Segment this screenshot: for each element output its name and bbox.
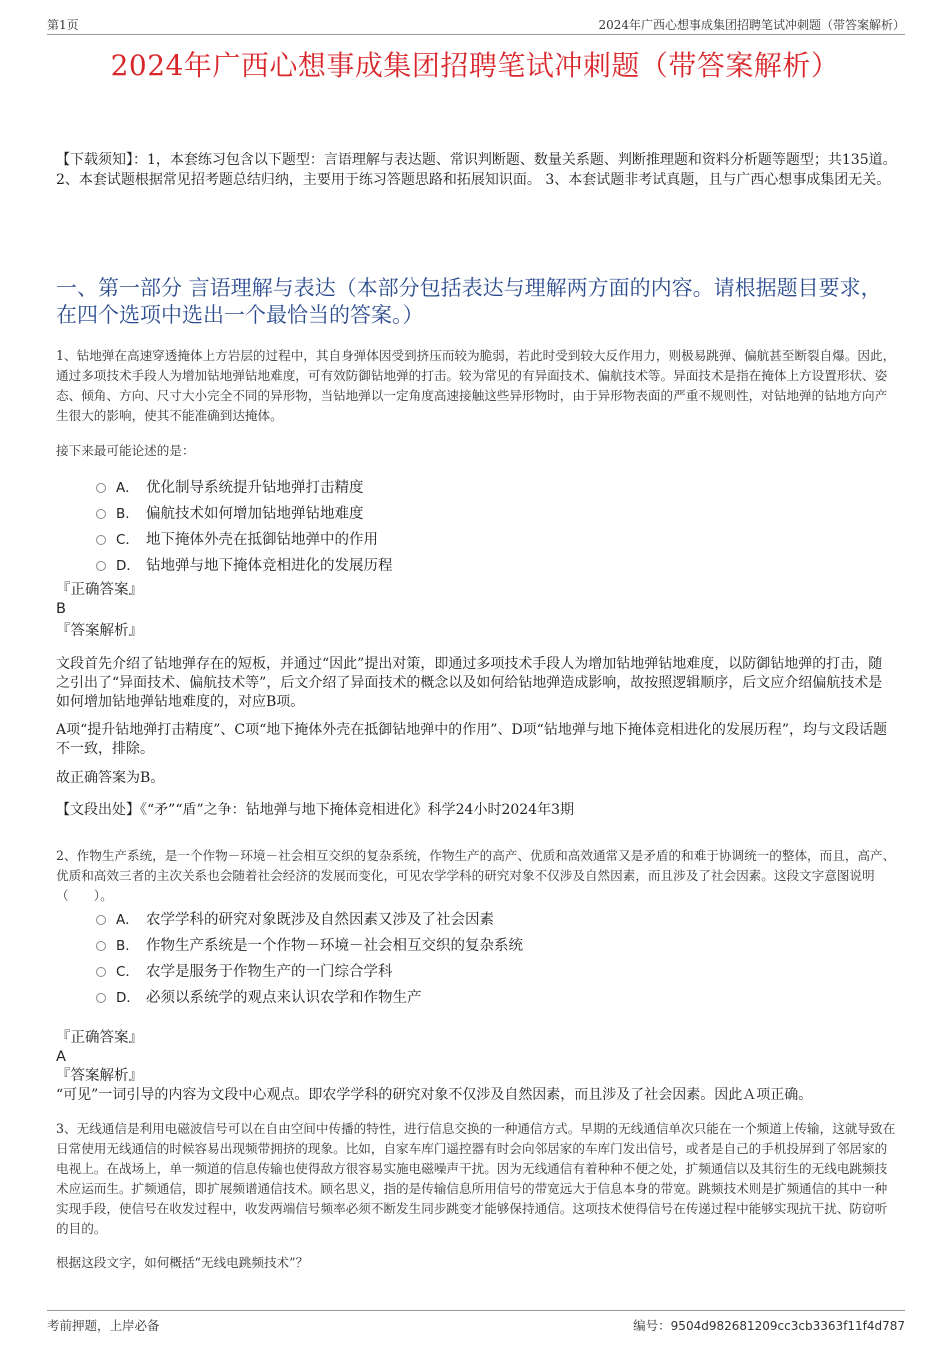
answer-label: 『正确答案』: [56, 582, 143, 598]
question-prompt: 根据这段文字，如何概括“无线电跳频技术”？: [56, 1255, 309, 1270]
option-text: 农学学科的研究对象既涉及自然因素又涉及了社会因素: [146, 911, 494, 928]
analysis-paragraph: “可见”一词引导的内容为文段中心观点。即农学学科的研究对象不仅涉及自然因素，而且涉及了社会因素。因此Ａ项正确。: [56, 1087, 813, 1103]
option-letter: C．: [116, 964, 139, 980]
radio-icon[interactable]: [96, 561, 106, 571]
analysis-conclusion: 故正确答案为B。: [56, 770, 165, 786]
code-value: 9504d982681209cc3cb3363f11f4d787: [670, 1319, 905, 1333]
radio-icon[interactable]: [96, 915, 106, 925]
question-1-prompt-block: [56, 442, 896, 460]
page-number: 第1页: [47, 18, 79, 32]
document-title: 2024年广西心想事成集团招聘笔试冲刺题（带答案解析）: [110, 49, 840, 82]
analysis-paragraph: A项“提升钻地弹打击精度”、C项“地下掩体外壳在抵御钻地弹中的作用”、D项“钻地弹与地下掩体竞相进化的发展历程”，均与文段话题不一致，排除。: [56, 722, 887, 757]
question-stem: 1、钻地弹在高速穿透掩体上方岩层的过程中，其自身弹体因受到挤压而较为脆弱，若此时受到较大反作用力，则极易跳弹、偏航甚至断裂自爆。因此，通过多项技术手段人为增加钻地弹钻地难度，可有效防御钻地弹的打击。较为常见的有异面技术、偏航技术等。异面技术是指在掩体上方设置形状、姿态、倾角、方向、尺寸大小完全不同的异形物，当钻地弹以一定角度高速接触这些异形物时，由于异形物表面的严重不规则性，对钻地弹的钻地方向产生很大的影响，使其不能准确到达掩体。: [56, 348, 896, 423]
option-a[interactable]: [96, 473, 796, 499]
radio-icon[interactable]: [96, 967, 106, 977]
option-letter: C．: [116, 532, 139, 548]
document-code: [633, 1316, 905, 1334]
radio-icon[interactable]: [96, 993, 106, 1003]
option-letter: B．: [116, 938, 139, 954]
option-d[interactable]: [96, 983, 796, 1009]
option-letter: D．: [116, 558, 140, 574]
option-text: 必须以系统学的观点来认识农学和作物生产: [146, 989, 422, 1006]
question-2-answer-block: [56, 1029, 896, 1105]
question-1-answer-block: [56, 581, 896, 641]
radio-icon[interactable]: [96, 535, 106, 545]
question-1-options: [96, 473, 796, 577]
page-footer: [47, 1310, 905, 1333]
option-c[interactable]: [96, 957, 796, 983]
option-text: 地下掩体外壳在抵御钻地弹中的作用: [146, 531, 378, 548]
question-3-prompt-block: [56, 1254, 896, 1272]
question-stem: 3、无线通信是利用电磁波信号可以在自由空间中传播的特性，进行信息交换的一种通信方式。早期的无线通信单次只能在一个频道上传输，这就导致在日常使用无线通信的时候容易出现频带拥挤的现象。比如，自家车库门遥控器有时会向邻居家的车库门发出信号，或者是自己的手机投屏到了邻居家的电视上。在战场上，单一频道的信息传输也使得敌方很容易实施电磁噪声干扰。因为无线通信有着种种不便之处，扩频通信以及其衍生的无线电跳频技术应运而生。扩频通信，即扩展频谱通信技术。顾名思义，指的是传输信息所用信号的带宽远大于信息本身的带宽。跳频技术则是扩频通信的其中一种实现手段，使信号在收发过程中，收发两端信号频率必须不断发生同步跳变才能够保持通信。这项技术使得信号在传递过程中能够实现抗干扰、防窃听的目的。: [56, 1121, 896, 1236]
correct-answer: B: [56, 601, 66, 617]
option-letter: B．: [116, 506, 139, 522]
answer-label: 『正确答案』: [56, 1030, 143, 1046]
radio-icon[interactable]: [96, 941, 106, 951]
analysis-label: 『答案解析』: [56, 623, 143, 639]
question-2-text: [56, 846, 896, 906]
download-notice: 【下载须知】：1，本套练习包含以下题型：言语理解与表达题、常识判断题、数量关系题、判断推理题和资料分析题等题型；共135道。 2、本套试题根据常见招考题总结归纳，主要用于练习答题思路和拓展知识面。 3、本套试题非考试真题，且与广西心想事成集团无关。: [56, 152, 897, 188]
code-label: 编号：: [633, 1318, 671, 1333]
header-doc-title: 2024年广西心想事成集团招聘笔试冲刺题（带答案解析）: [598, 18, 905, 32]
option-b[interactable]: [96, 931, 796, 957]
question-prompt: 接下来最可能论述的是：: [56, 443, 195, 458]
question-3-text: [56, 1119, 896, 1239]
correct-answer: A: [56, 1049, 66, 1065]
option-letter: A．: [116, 480, 139, 496]
option-letter: D．: [116, 990, 140, 1006]
analysis-label: 『答案解析』: [56, 1068, 143, 1084]
question-stem: 2、作物生产系统，是一个作物－环境－社会相互交织的复杂系统，作物生产的高产、优质和高效通常又是矛盾的和难于协调统一的整体，而且，高产、优质和高效三者的主次关系也会随着社会经济的发展而变化，可见农学学科的研究对象不仅涉及自然因素，而且涉及了社会因素。这段文字意图说明（ ）。: [56, 848, 896, 903]
question-1-text: [56, 346, 896, 426]
footer-slogan: 考前押题，上岸必备: [47, 1318, 160, 1333]
option-a[interactable]: [96, 905, 796, 931]
section-title: 一、第一部分 言语理解与表达（本部分包括表达与理解两方面的内容。请根据题目要求，在四个选项中选出一个最恰当的答案。）: [56, 276, 882, 327]
option-text: 农学是服务于作物生产的一门综合学科: [146, 963, 393, 980]
option-text: 偏航技术如何增加钻地弹钻地难度: [146, 505, 364, 522]
option-d[interactable]: [96, 551, 796, 577]
option-letter: A．: [116, 912, 139, 928]
radio-icon[interactable]: [96, 483, 106, 493]
radio-icon[interactable]: [96, 509, 106, 519]
question-2-options: [96, 905, 796, 1009]
option-text: 作物生产系统是一个作物－环境－社会相互交织的复杂系统: [146, 937, 523, 954]
option-text: 钻地弹与地下掩体竞相进化的发展历程: [146, 557, 393, 574]
page-header: [47, 14, 905, 35]
option-c[interactable]: [96, 525, 796, 551]
source-citation: 【文段出处】《“矛”“盾”之争：钻地弹与地下掩体竞相进化》科学24小时2024年3期: [56, 802, 574, 818]
option-b[interactable]: [96, 499, 796, 525]
analysis-paragraph: 文段首先介绍了钻地弹存在的短板，并通过“因此”提出对策，即通过多项技术手段人为增加钻地弹钻地难度，以防御钻地弹的打击，随之引出了“异面技术、偏航技术等”，后文介绍了异面技术的概念以及如何给钻地弹造成影响，故按照逻辑顺序，后文应介绍偏航技术是如何增加钻地弹钻地难度的，对应B项。: [56, 656, 883, 710]
option-text: 优化制导系统提升钻地弹打击精度: [146, 479, 364, 496]
question-1-analysis: [56, 655, 896, 820]
